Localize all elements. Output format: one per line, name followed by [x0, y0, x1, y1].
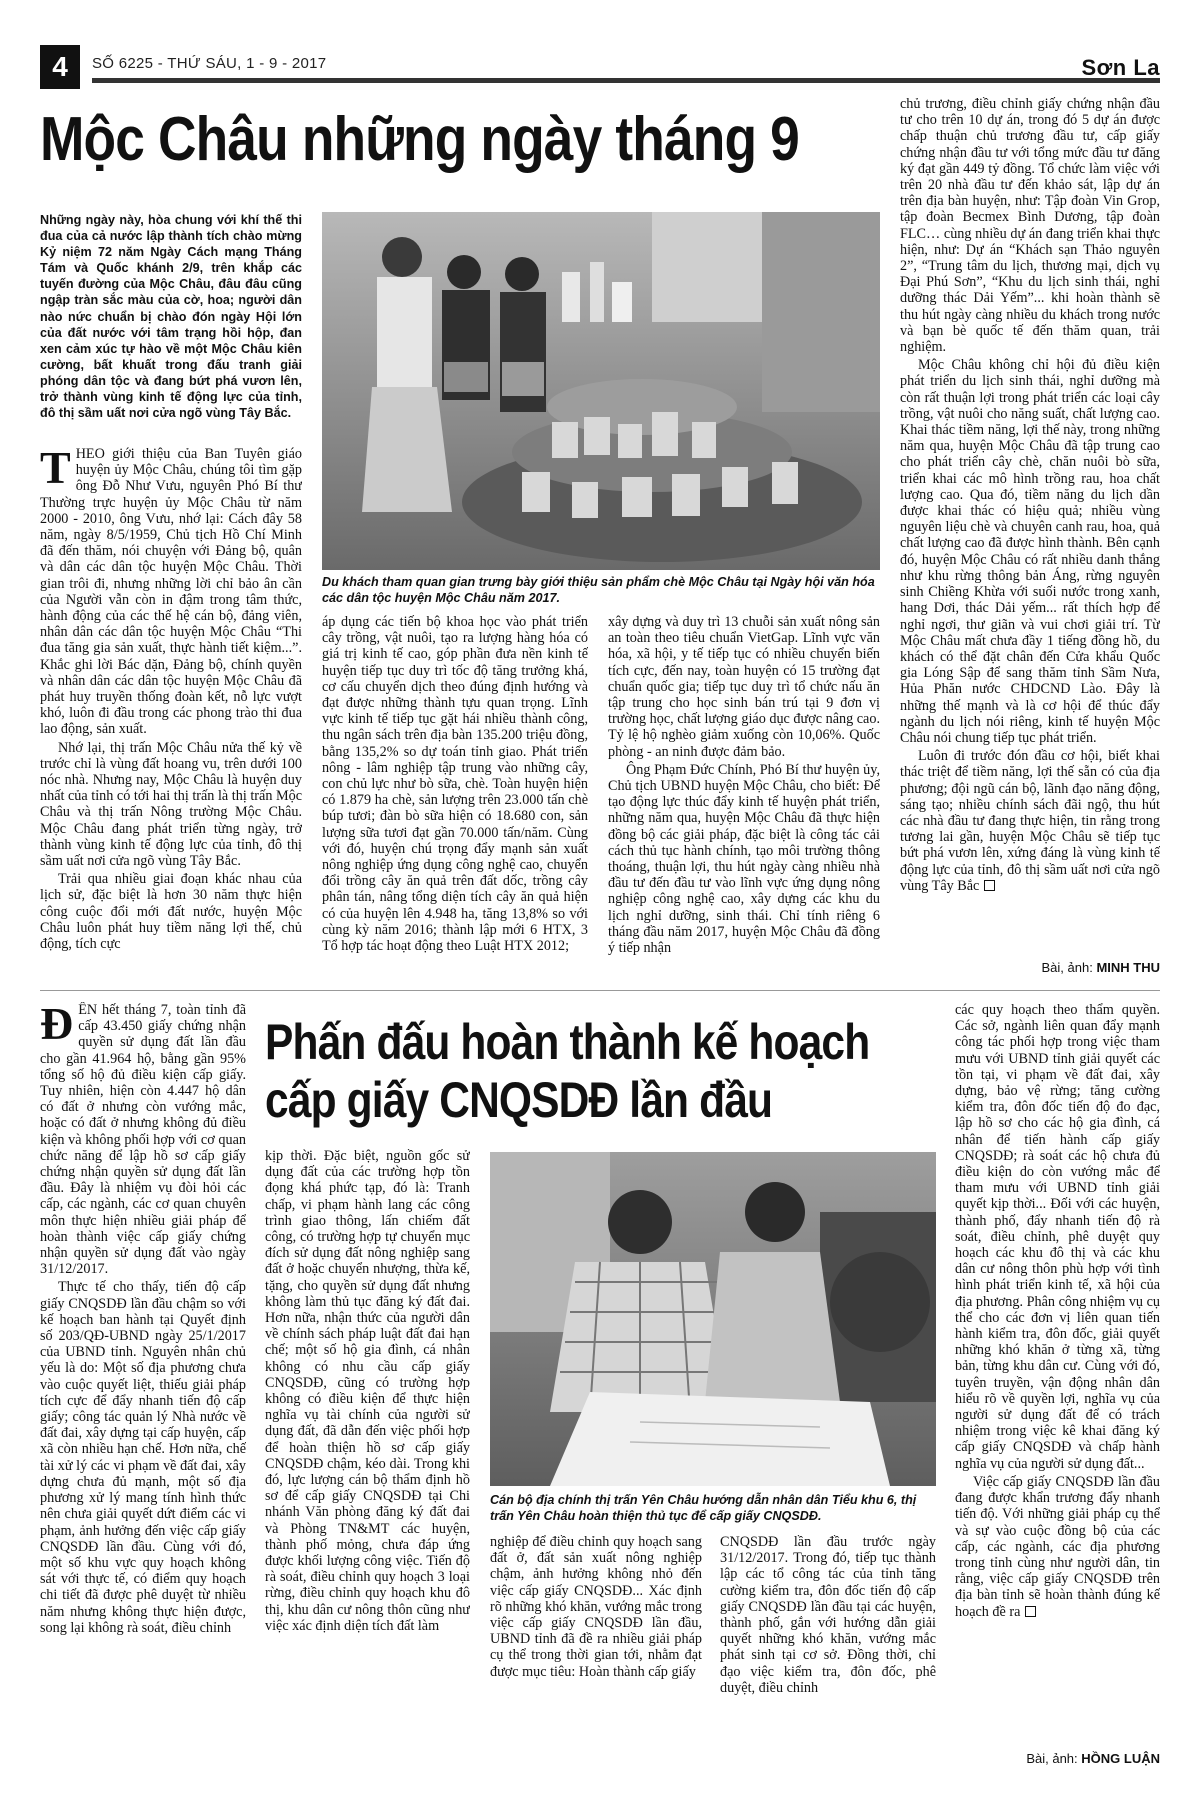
tea-exhibit-photo: [322, 212, 880, 570]
article2-photo: [490, 1152, 936, 1486]
article2-paragraph: CNQSDĐ lần đầu trước ngày 31/12/2017. Trong đó, tiếp tục thành lập các tổ công tác của tỉnh tăng cường kiểm tra, đôn đốc tiến độ cấp giấy CNQSDĐ lần đầu tại các huyện, thành phố, gắn với hướng dẫn giải quyết những khó khăn, vướng mắc phát sinh tại cơ sở. Đồng thời, chỉ đạo việc kiểm tra, đôn đốc, phê duyệt, điều chỉnh: [720, 1534, 936, 1696]
article2-drop-cap: Đ: [40, 1002, 74, 1049]
end-mark: [984, 880, 995, 891]
article1-lede: Những ngày này, hòa chung với khí thế thi đua của cả nước lập thành tích chào mừng Kỷ niệm 72 năm Ngày Cách mạng Tháng Tám và Quốc khánh 2/9, trên khắp các tuyến đường của Mộc Châu, đâu đâu cũng ngập tràn sắc màu của cờ, hoa; người dân nào nức chuẩn bị chào đón ngày Hội lớn của đất nước với tâm trạng hồi hộp, đan xen cảm xúc tự hào về một Mộc Châu kiên cường, bất khuất trong đấu tranh giải phóng dân tộc và đang bứt phá vươn lên, trở thành vùng kinh tế động lực của tỉnh, đô thị sầm uất nơi cửa ngõ vùng Tây Bắc.: [40, 213, 302, 421]
land-officials-photo: [490, 1152, 936, 1486]
article2-column-1: [40, 1002, 246, 1762]
article1-paragraph: xây dựng và duy trì 13 chuỗi sản xuất nông sản an toàn theo tiêu chuẩn VietGap. Lĩnh vực văn hóa, xã hội, y tế tiếp tục có nhiều chuyển biến tích cực, đến nay, toàn huyện có 15 trường đạt chuẩn quốc gia; tiếp tục duy trì tổ chức nấu ăn tập trung cho học sinh bán trú tại 9 đơn vị trường học, chất lượng giáo dục được nâng cao. Tỷ lệ hộ nghèo giảm xuống còn 10,06%. Quốc phòng - an ninh được đảm bảo.: [608, 614, 880, 760]
article1-paragraph: Mộc Châu không chỉ hội đủ điều kiện phát triển du lịch sinh thái, nghỉ dưỡng mà còn rất thuận lợi trong phát triển các loại cây trồng, vật nuôi cho năng suất, chất lượng cao. Khai thác tiềm năng, lợi thế này, trong những năm qua, huyện Mộc Châu đã tập trung cao cho phát triển cây chè, chăn nuôi bò sữa, triển khai các mô hình trồng rau, hoa chất lượng cao. Qua đó, tiềm năng du lịch dần được khai thác có hiệu quả; nhiều vùng nguyên liệu chè và chuyên canh rau, hoa, quả chất lượng cao đã được hình thành. Bên cạnh đó, huyện Mộc Châu có rất nhiều danh thắng như khu rừng thông bản Áng, rừng nguyên sinh Chiềng Khừa với suối nước trong xanh, hang Dơi, thác Dải yếm... rất thích hợp để nghỉ ngơi, thư giãn và vui chơi giải trí. Từ Mộc Châu mất chưa đầy 1 tiếng đồng hồ, du khách có thể đặt chân đến Cửa khẩu Quốc gia Lóng Sập để sang thăm tỉnh Sầm Nưa, Hủa Phăn nước CHDCND Lào. Đây là những thế mạnh và là cơ hội để thúc đẩy ngành du lịch nói riêng, kinh tế huyện Mộc Châu nói chung tiếp tục phát triển.: [900, 357, 1160, 746]
article1-drop-cap: T: [40, 446, 71, 493]
article2-column-2: [265, 1148, 470, 1760]
article2-paragraph: ẾN hết tháng 7, toàn tỉnh đã cấp 43.450 giấy chứng nhận quyền sử dụng đất lần đầu cho gần 41.964 hộ, bằng gần 95% tổng số hộ đủ điều kiện cấp giấy. Tuy nhiên, hiện còn 4.447 hộ dân có đất ở nhưng còn vướng mắc, hoặc có đất ở nhưng không đủ điều kiện và không phối hợp với cơ quan chức năng để lập hồ sơ cấp giấy chứng nhận quyền sử dụng đất lần đầu. Đây là nhiệm vụ đòi hỏi các cấp, các ngành, các cơ quan chuyên môn thực hiện nhiều giải pháp để hoàn thành việc cấp giấy chứng nhận quyền sử dụng đất vào ngày 31/12/2017.: [40, 1002, 246, 1278]
article2-column-3: [490, 1534, 702, 1764]
article1-paragraph: Trải qua nhiều giai đoạn khác nhau của lịch sử, đặc biệt là hơn 30 năm thực hiện công cuộc đổi mới đất nước, huyện Mộc Châu luôn phát huy tiềm năng lợi thế, chủ động, tích cực: [40, 871, 302, 953]
article1-paragraph: Ông Phạm Đức Chính, Phó Bí thư huyện ủy, Chủ tịch UBND huyện Mộc Châu, cho biết: Để tạo động lực thúc đẩy kinh tế huyện phát triển, những năm qua, huyện Mộc Châu đã thực hiện đồng bộ các giải pháp, đặc biệt là công tác cải cách thủ tục hành chính, tạo môi trường thông thoáng, thuận lợi, thu hút ngày càng nhiều nhà đầu tư đến đầu tư vào lĩnh vực ứng dụng nông nghiệp công nghệ cao, xây dựng các khu du lịch nghỉ dưỡng, sinh thái. Chỉ tính riêng 6 tháng đầu năm 2017, huyện Mộc Châu đã đồng ý tiếp nhận: [608, 761, 880, 957]
header-rule: [92, 78, 1160, 83]
article1-paragraph: Nhớ lại, thị trấn Mộc Châu nửa thế kỷ về trước chỉ là vùng đất hoang vu, trên dưới 100 nóc nhà. Nhưng nay, Mộc Châu là huyện duy nhất của tỉnh có tới hai thị trấn là thị trấn Mộc Châu và thị trấn Nông trường Mộc Châu. Mộc Châu đang phát triển từng ngày, trở thành vùng kinh tế động lực của tỉnh, đô thị sầm uất nơi cửa ngõ vùng Tây Bắc.: [40, 739, 302, 870]
section-name: Sơn La: [1081, 55, 1160, 80]
article2-paragraph: nghiệp để điều chỉnh quy hoạch sang đất ở, đất sản xuất nông nghiệp chậm, ảnh hưởng không nhỏ đến việc cấp giấy CNQSDĐ... Xác định rõ những khó khăn, vướng mắc trong việc cấp giấy CNQSDĐ lần đầu, UBND tỉnh đã đề ra nhiều giải pháp cụ thể trong thời gian tới, nhằm đạt được mục tiêu: Hoàn thành cấp giấy: [490, 1534, 702, 1680]
end-mark: [1025, 1606, 1036, 1617]
article1-title: Mộc Châu những ngày tháng 9: [40, 105, 799, 174]
page-number: 4: [40, 45, 80, 89]
article2-column-4: [720, 1534, 936, 1764]
article2-paragraph: kịp thời. Đặc biệt, nguồn gốc sử dụng đất của các trường hợp tồn đọng khá phức tạp, đó là: Tranh chấp, vi phạm hành lang các công trình giao thông, lấn chiếm đất công, có trường hợp tự chuyển mục đích sử dụng đất nông nghiệp sang đất ở hoặc chuyển nhượng, thừa kế, tặng, cho quyền sử dụng đất nhưng không làm thủ tục đăng ký đất đai. Hơn nữa, nhận thức của người dân về chính sách pháp luật đất đai hạn chế; một số hộ gia đình, cá nhân không có nhu cầu cấp giấy CNQSDĐ, cũng có trường hợp không có điều kiện để thực hiện nghĩa vụ tài chính của người sử dụng đất, đã dẫn đến việc phối hợp để hoàn thiện hồ sơ cấp giấy CNQSDĐ chậm, kéo dài. Trong khi đó, lực lượng cán bộ thẩm định hồ sơ để cấp giấy CNQSDĐ tại Chi nhánh Văn phòng đăng ký đất đai và Phòng TN&MT các huyện, thành phố mỏng, chưa đáp ứng được khối lượng công việc. Tiến độ rà soát, điều chỉnh quy hoạch 3 loại rừng, điều chỉnh quy hoạch khu đô thị, khu dân cư nông thôn cũng như việc xác định diện tích đất làm: [265, 1148, 470, 1634]
article1-paragraph: Luôn đi trước đón đầu cơ hội, biết khai thác triệt để tiềm năng, lợi thế sẵn có của địa phương; đội ngũ cán bộ, lãnh đạo năng động, sáng tạo; nhiều chính sách đãi ngộ, thu hút các nhà đầu tư đang thực hiện, tin rằng trong tương lai gần, huyện Mộc Châu sẽ tiếp tục bứt phá vươn lên, xứng đáng là vùng kinh tế động lực của tỉnh, đô thị sầm uất nơi cửa ngõ vùng Tây Bắc: [900, 748, 1160, 894]
article2-paragraph: các quy hoạch theo thẩm quyền. Các sở, ngành liên quan đẩy mạnh công tác phối hợp trong việc tham mưu với UBND tỉnh giải quyết các tồn tại, vi phạm về đất đai, xây dựng, bảo vệ rừng; tăng cường kiểm tra, đôn đốc tiến độ đo đạc, lập hồ sơ cho các hộ gia đình, cá nhân để tiến hành cấp giấy CNQSDĐ; rà soát các hộ chưa đủ điều kiện do còn vướng mắc để tham mưu với UBND tỉnh giải quyết kịp thời... Đối với các huyện, thành phố, đẩy nhanh tiến độ rà soát, điều chỉnh, phê duyệt quy hoạch các khu đô thị và các khu dân cư nông thôn phù hợp với tình hình phát triển kinh tế, xã hội của địa phương. Phân công nhiệm vụ cụ thể cho các đơn vị liên quan tiến hành kiểm tra, đôn đốc, giải quyết những khó khăn ở từng xã, từng bản, từng khu dân cư. Cùng với đó, tuyên truyền, vận động nhân dân hiểu rõ về quyền lợi, nghĩa vụ của người sử dụng đất để có trách nhiệm trong việc kê khai đăng ký cấp giấy CNQSDĐ và chấp hành nghĩa vụ của người sử dụng đất...: [955, 1002, 1160, 1472]
article1-column-1: [40, 446, 302, 978]
article1-byline: Bài, ảnh: MINH THU: [1041, 960, 1160, 975]
article1-column-2: [322, 614, 588, 978]
article1-photo: [322, 212, 880, 570]
issue-line: SỐ 6225 - THỨ SÁU, 1 - 9 - 2017: [92, 55, 327, 72]
article2-photo-caption: Cán bộ địa chính thị trấn Yên Châu hướng dẫn nhân dân Tiểu khu 6, thị trấn Yên Châu hoàn thiện thủ tục để cấp giấy CNQSDĐ.: [490, 1493, 917, 1523]
article1-author: MINH THU: [1096, 960, 1160, 975]
article2-title-line1: Phấn đấu hoàn thành kế hoạch: [265, 1014, 870, 1070]
article2-byline: Bài, ảnh: HỒNG LUẬN: [1026, 1751, 1160, 1766]
article1-photo-caption: Du khách tham quan gian trưng bày giới thiệu sản phẩm chè Mộc Châu tại Ngày hội văn hóa các dân tộc huyện Mộc Châu năm 2017.: [322, 575, 875, 605]
article2-paragraph: Việc cấp giấy CNQSDĐ lần đầu đang được khẩn trương đẩy nhanh tiến độ. Với những giải pháp cụ thể và sự vào cuộc đồng bộ của các cấp, các ngành, các địa phương trong tỉnh cùng như người dân, tin rằng, việc cấp giấy CNQSDĐ trên địa bàn tỉnh sẽ hoàn thành đúng kế hoạch đề ra: [955, 1473, 1160, 1620]
article2-paragraph: Thực tế cho thấy, tiến độ cấp giấy CNQSDĐ lần đầu chậm so với kế hoạch ban hành tại Quyết định số 203/QĐ-UBND ngày 25/1/2017 của UBND tỉnh. Nguyên nhân chủ yếu là do: Một số địa phương chưa vào cuộc quyết liệt, thiếu giải pháp tích cực để đẩy nhanh tiến độ cấp giấy; công tác quản lý Nhà nước về đất đai, xây dựng tại cấp huyện, cấp xã còn nhiều hạn chế. Hơn nữa, chế tài xử lý các vi phạm về đất đai, xây dựng chưa đủ mạnh, một số địa phương xử lý mang tính hình thức nên chưa giải quyết dứt điểm các vi phạm, ảnh hưởng đến việc cấp giấy CNQSDĐ lần đầu. Cùng với đó, một số khu vực quy hoạch không sát với thực tế, có điểm quy hoạch chi tiết đã được phê duyệt từ nhiều năm nhưng không thực hiện được, song lại không rà soát, điều chỉnh: [40, 1279, 246, 1636]
article-separator: [40, 990, 1160, 991]
article1-column-3: [608, 614, 880, 978]
article1-paragraph: áp dụng các tiến bộ khoa học vào phát triển cây trồng, vật nuôi, tạo ra lượng hàng hóa có giá trị kinh tế cao, góp phần đưa nền kinh tế huyện tiếp tục duy trì tốc độ tăng trưởng khá, cơ cấu chuyển dịch theo đúng định hướng và đạt được những thành tựu quan trọng. Lĩnh vực kinh tế tiếp tục gặt hái nhiều thành công, thu ngân sách trên địa bàn 135.200 triệu đồng, bằng 135,2% so dự toán tỉnh giao. Phát triển nông - lâm nghiệp tập trung vào những cây, con chủ lực như bò sữa, chè. Toàn huyện hiện có 1.879 ha chè, sản lượng trên 23.000 tấn chè búp tươi; đàn bò sữa hiện có 18.680 con, sản lượng sữa tươi đạt gần 70.000 tấn/năm. Cùng với đó, huyện chú trọng đẩy mạnh sản xuất nông nghiệp ứng dụng công nghệ cao, chuyển đổi trồng cây ăn quả trên đất dốc, trồng cây phân tán, nâng tổng diện tích cây ăn quả hiện có của huyện lên 4.948 ha, tăng 13,8% so với cùng kỳ năm 2016; thành lập mới 6 HTX, 3 Tổ hợp tác hoạt động theo Luật HTX 2012;: [322, 614, 588, 955]
article2-author: HỒNG LUẬN: [1081, 1751, 1160, 1766]
article1-paragraph: HEO giới thiệu của Ban Tuyên giáo huyện ủy Mộc Châu, chúng tôi tìm gặp ông Đỗ Như Vưu, nguyên Phó Bí thư Thường trực huyện ủy Mộc Châu từ năm 2000 - 2010, ông Vưu, nhớ lại: Cách đây 58 năm, ngày 8/5/1959, Chủ tịch Hồ Chí Minh đã đến thăm, nói chuyện với Đảng bộ, quân và dân các dân tộc huyện Mộc Châu. Thời gian trôi đi, nhưng những lời chỉ bảo ân cần của Người vẫn còn in đậm trong tâm thức, hành động của các thế hệ cán bộ, đảng viên, nhân dân các dân tộc huyện Mộc Châu “Thi đua tăng gia sản xuất, thực hành tiết kiệm...”. Khắc ghi lời Bác dặn, Đảng bộ, chính quyền và nhân dân các dân tộc huyện Mộc Châu đã phát huy truyền thống đoàn kết, nỗ lực vượt khó, luôn đi đầu trong các phong trào thi đua lao động, sản xuất.: [40, 446, 302, 738]
article2-title-line2: cấp giấy CNQSDĐ lần đầu: [265, 1072, 773, 1128]
article2-column-5: [955, 1002, 1160, 1744]
article1-column-4: [900, 96, 1160, 952]
article1-paragraph: chủ trương, điều chỉnh giấy chứng nhận đầu tư cho trên 10 dự án, trong đó 5 dự án được chấp thuận chủ trương đầu tư, cấp giấy chứng nhận đầu tư với tổng mức đầu tư đăng ký đạt gần 449 tỷ đồng. Tổ chức làm việc với trên 20 nhà đầu tư đến khảo sát, lập dự án trên địa bàn huyện, như: Tập đoàn Vin Grop, tập đoàn Becmex Bình Dương, tập đoàn FLC… cùng nhiều dự án đang triển khai thực hiện, như: Dự án “Khách sạn Thảo nguyên 2”, “Trung tâm du lịch, thương mại, dịch vụ Đại Phú Sơn”, “Khu du lịch sinh thái, nghỉ dưỡng thác Dải Yếm”... khi hoàn thành sẽ thu hút ngày càng nhiều du khách trong nước và bạn bè quốc tế đến thăm quan, trải nghiệm.: [900, 96, 1160, 356]
